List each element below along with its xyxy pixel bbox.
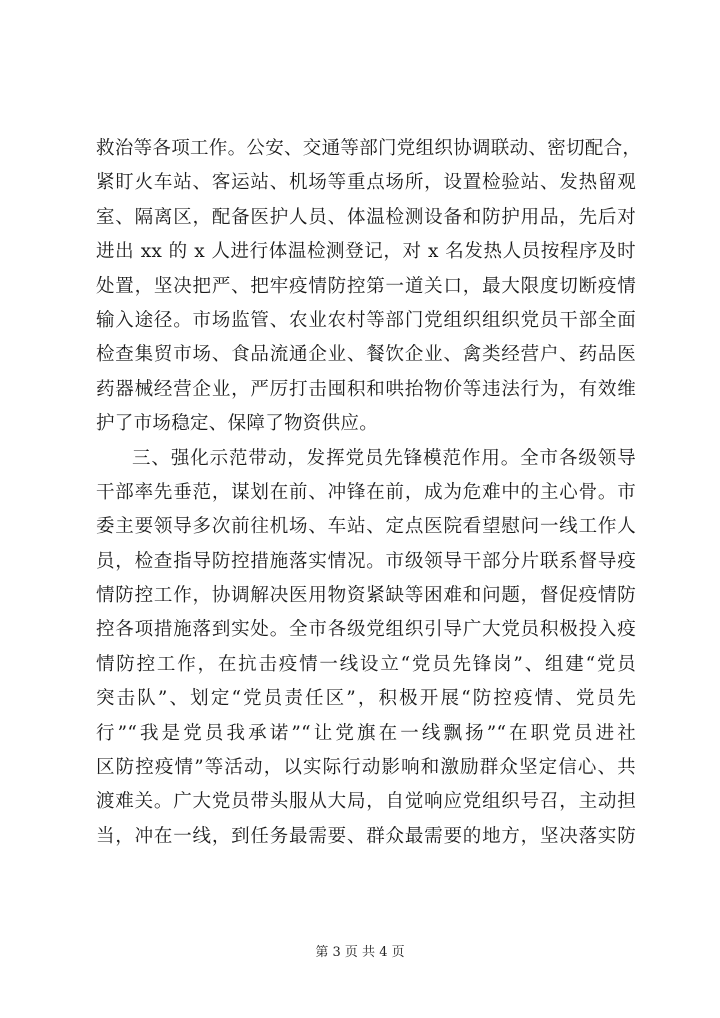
text-line: 控各项措施落到实处。全市各级党组织引导广大党员积极投入疫 [96,619,636,641]
text-line: 输入途径。市场监管、农业农村等部门党组织组织党员干部全面 [96,309,636,331]
text-line: 当，冲在一线，到任务最需要、群众最需要的地方，坚决落实防 [96,825,636,847]
text-line: 情防控工作，在抗击疫情一线设立“党员先锋岗”、组建“党员 [96,653,636,675]
text-line: 紧盯火车站、客运站、机场等重点场所，设置检验站、发热留观 [96,172,636,194]
text-line: 突击队”、划定“党员责任区”，积极开展“防控疫情、党员先 [96,688,636,710]
text-line: 进出 xx 的 x 人进行体温检测登记，对 x 名发热人员按程序及时 [96,241,636,263]
body-text [96,132,642,854]
text-line: 室、隔离区，配备医护人员、体温检测设备和防护用品，先后对 [96,206,636,228]
text-line: 干部率先垂范，谋划在前、冲锋在前，成为危难中的主心骨。市 [96,481,636,503]
paragraph-start-line: 三、强化示范带动，发挥党员先锋模范作用。全市各级领导 [132,447,636,469]
text-line: 员，检查指导防控措施落实情况。市级领导干部分片联系督导疫 [96,550,636,572]
text-line: 处置，坚决把严、把牢疫情防控第一道关口，最大限度切断疫情 [96,275,636,297]
text-line: 情防控工作，协调解决医用物资紧缺等困难和问题，督促疫情防 [96,585,636,607]
text-line: 护了市场稳定、保障了物资供应。 [96,413,379,435]
text-line: 救治等各项工作。公安、交通等部门党组织协调联动、密切配合， [96,138,642,159]
text-line: 区防控疫情”等活动，以实际行动影响和激励群众坚定信心、共 [96,757,636,779]
text-line: 行”“我是党员我承诺”“让党旗在一线飘扬”“在职党员进社 [96,722,636,744]
text-line: 渡难关。广大党员带头服从大局，自觉响应党组织号召，主动担 [96,791,636,813]
page-number-footer: 第 3 页 共 4 页 [315,945,405,960]
text-line: 检查集贸市场、食品流通企业、餐饮企业、禽类经营户、药品医 [96,344,636,366]
text-line: 委主要领导多次前往机场、车站、定点医院看望慰问一线工作人 [96,516,636,538]
text-line: 药器械经营企业，严厉打击囤积和哄抬物价等违法行为，有效维 [96,378,636,400]
